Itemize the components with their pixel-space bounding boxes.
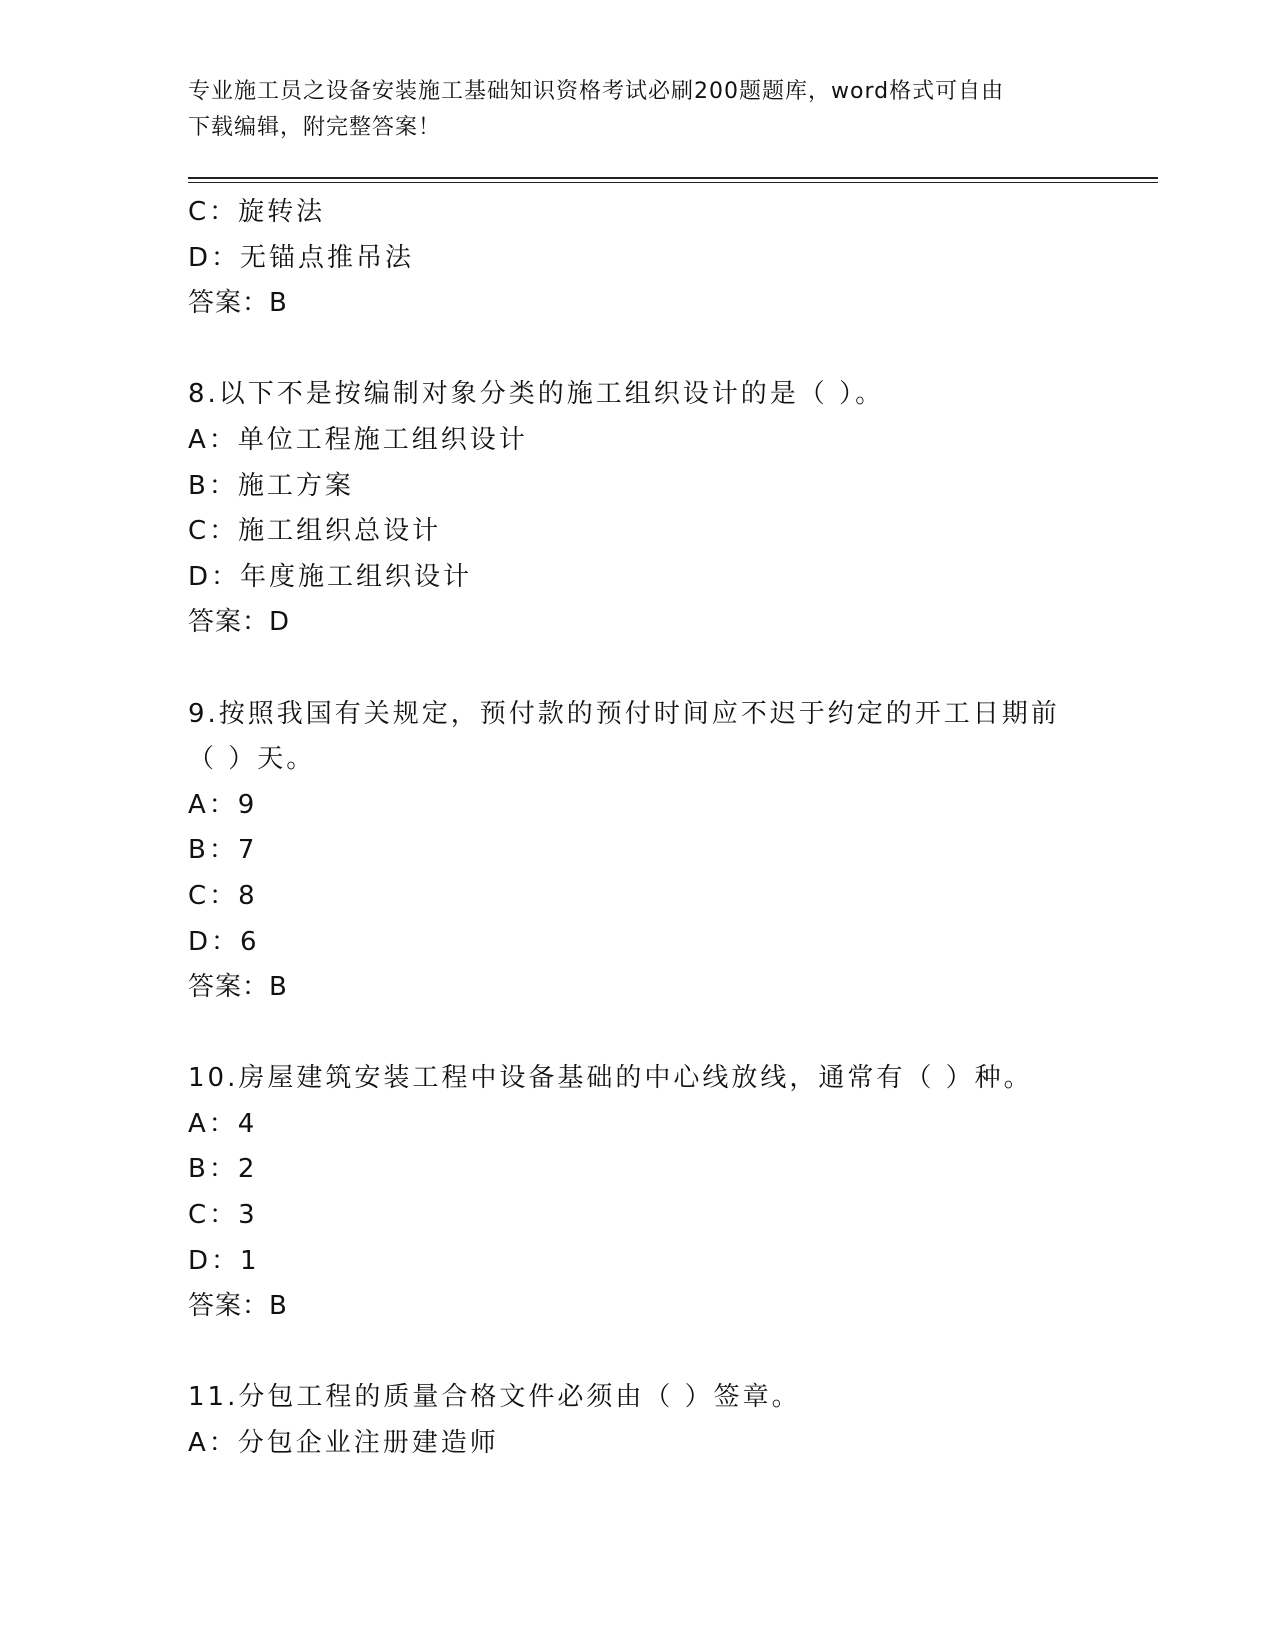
option-d: D：年度施工组织设计 [188,561,473,592]
option-a: A：单位工程施工组织设计 [188,424,528,455]
answer-line: 答案：B [188,972,288,1003]
option-c: C：8 [188,880,258,911]
answer-line: 答案：D [188,607,291,638]
option-b: B：2 [188,1154,258,1185]
option-d: D：6 [188,926,260,957]
answer-line: 答案：B [188,288,288,319]
option-d: D：无锚点推吊法 [188,242,415,273]
option-c: C：旋转法 [188,197,326,227]
spacer [188,1011,1158,1057]
question-block [188,190,1158,327]
option-d: D：1 [188,1245,260,1276]
question-block [188,692,1158,1011]
question-stem: 10.房屋建筑安装工程中设备基础的中心线放线，通常有（ ）种。 [188,1063,1033,1094]
question-stem: 9.按照我国有关规定，预付款的预付时间应不迟于约定的开工日期前 [188,698,1060,729]
option-b: B：7 [188,835,258,866]
spacer [188,327,1158,373]
question-stem: 11.分包工程的质量合格文件必须由（ ）签章。 [188,1382,801,1413]
header-divider-thin [188,182,1158,183]
question-list [188,190,1158,1467]
option-a: A：9 [188,789,258,820]
question-stem: 8.以下不是按编制对象分类的施工组织设计的是（ ）。 [188,379,885,410]
option-c: C：3 [188,1200,258,1231]
header-line-1: 专业施工员之设备安装施工基础知识资格考试必刷200题题库，word格式可自由 [188,79,1005,104]
option-b: B：施工方案 [188,470,354,501]
header-divider [188,177,1158,179]
spacer [188,646,1158,692]
question-stem-continued: （ ）天。 [188,744,316,775]
option-a: A：4 [188,1108,258,1139]
question-block [188,1375,1158,1466]
option-a: A：分包企业注册建造师 [188,1428,499,1459]
document-header [188,74,1088,146]
question-block [188,1056,1158,1330]
option-c: C：施工组织总设计 [188,516,442,547]
header-line-2: 下载编辑，附完整答案！ [188,115,442,140]
spacer [188,1330,1158,1376]
question-block [188,372,1158,646]
answer-line: 答案：B [188,1291,288,1322]
